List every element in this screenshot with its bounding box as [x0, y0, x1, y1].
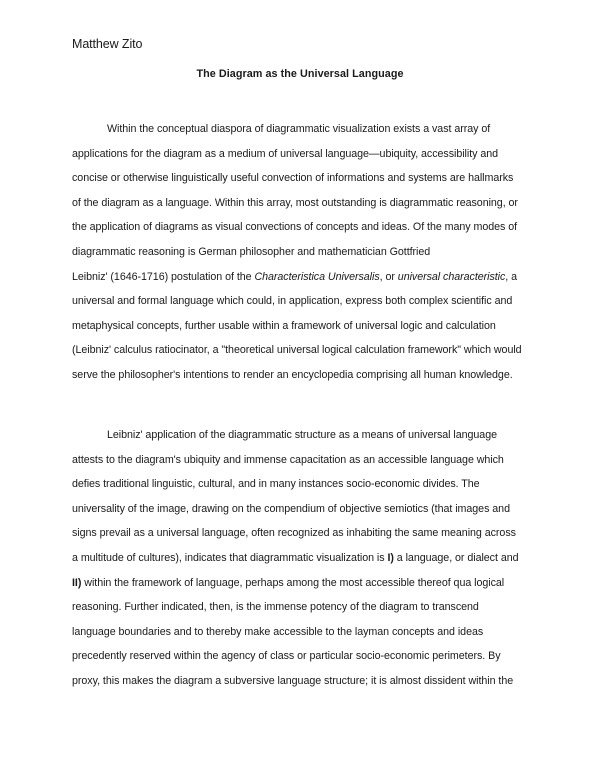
author-name: Matthew Zito — [72, 37, 143, 51]
paragraph-line: defies traditional linguistic, cultural, and in many instances socio-economic divides. The — [72, 478, 480, 491]
paragraph-1 — [72, 117, 532, 388]
paragraph-line: concise or otherwise linguistically useful convection of informations and systems are hallmarks — [72, 172, 514, 185]
line-text: Leibniz' (1646-1716) postulation of the — [72, 270, 255, 283]
paragraph-line: (Leibniz' calculus ratiocinator, a "theoretical universal logical calculation framework" which would — [72, 344, 522, 357]
paragraph-line: proxy, this makes the diagram a subversive language structure; it is almost dissident within the — [72, 674, 514, 687]
paragraph-line — [72, 571, 532, 596]
paragraph-line: the application of diagrams as visual convections of concepts and ideas. Of the many modes of — [72, 221, 518, 234]
paragraph-line: signs prevail as a universal language, often recognized as inhabiting the same meaning across — [72, 527, 516, 540]
document-title: The Diagram as the Universal Language — [196, 68, 404, 80]
paragraph-line: universality of the image, drawing on the compendium of objective semiotics (that images and — [72, 502, 510, 515]
line-text: a multitude of cultures), indicates that diagrammatic visualization is — [72, 551, 388, 564]
paragraph-line: Within the conceptual diaspora of diagrammatic visualization exists a vast array of — [107, 123, 491, 135]
paragraph-line: universal and formal language which could, in application, express both complex scientific and — [72, 295, 513, 308]
line-text: a language, or dialect and — [393, 551, 519, 564]
paragraph-line: applications for the diagram as a medium of universal language—ubiquity, accessibility and — [72, 147, 499, 160]
paragraph-line — [72, 265, 532, 290]
paragraph-line: reasoning. Further indicated, then, is the immense potency of the diagram to transcend — [72, 601, 479, 614]
paragraph-line: Leibniz' application of the diagrammatic structure as a means of universal language — [107, 429, 497, 441]
line-text: , a — [505, 270, 518, 283]
paragraph-line: of the diagram as a language. Within this array, most outstanding is diagrammatic reasoning, or — [72, 196, 518, 209]
italic-term-characteristica: Characteristica Universalis — [254, 270, 380, 283]
paragraph-line: language boundaries and to thereby make accessible to the layman concepts and ideas — [72, 625, 484, 638]
italic-term-universal-characteristic: universal characteristic — [397, 270, 506, 283]
paragraph-line: serve the philosopher's intentions to render an encyclopedia comprising all human knowledge. — [72, 368, 513, 381]
paragraph-line: metaphysical concepts, further usable within a framework of universal logic and calculation — [72, 319, 496, 332]
line-text: within the framework of language, perhaps among the most accessible thereof qua logical — [81, 576, 505, 589]
bold-numeral-two: II) — [72, 576, 82, 589]
bold-numeral-one: I) — [387, 551, 394, 564]
line-text: , or — [379, 270, 398, 283]
paragraph-2 — [72, 423, 532, 694]
paragraph-line — [72, 546, 532, 571]
paragraph-line: attests to the diagram's ubiquity and immense capacitation as an accessible language which — [72, 453, 504, 466]
paragraph-line: precedently reserved within the agency of class or particular socio-economic perimeters. By — [72, 650, 501, 663]
paragraph-line: diagrammatic reasoning is German philosopher and mathematician Gottfried — [72, 245, 431, 258]
